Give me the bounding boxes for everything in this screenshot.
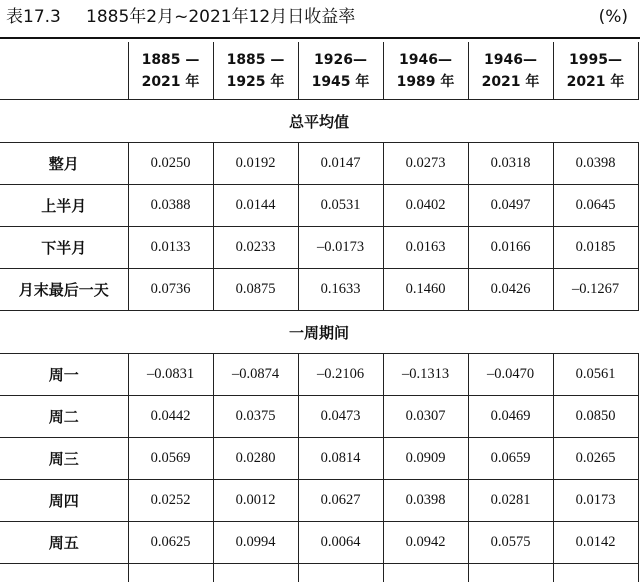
row-label: 下半月 [0,227,128,269]
value-cell: –0.0470 [468,354,553,396]
table-row [0,354,638,396]
value-cell: 0.0273 [383,143,468,185]
table-row [0,396,638,438]
value-cell: –0.0831 [128,354,213,396]
value-cell: 0.0473 [298,396,383,438]
top-rule [0,37,640,39]
table-row [0,522,638,564]
value-cell: 0.0133 [128,227,213,269]
value-cell: –0.2106 [298,354,383,396]
value-cell: 0.0398 [553,143,638,185]
row-label: 月末最后一天 [0,269,128,311]
column-header: 1946— 2021 年 [468,42,553,100]
value-cell: 0.0233 [213,227,298,269]
value-cell: 0.0575 [468,522,553,564]
value-cell: 0.0173 [553,480,638,522]
returns-table [0,42,639,582]
value-cell: 0.0736 [128,269,213,311]
value-cell: 0.0265 [553,438,638,480]
cut-off-row [0,564,638,582]
table-number: 表17.3 [6,5,61,29]
row-label: 周四 [0,480,128,522]
column-header: 1926— 1945 年 [298,42,383,100]
value-cell [553,564,638,582]
value-cell: 0.0909 [383,438,468,480]
row-label: 整月 [0,143,128,185]
value-cell: 0.0142 [553,522,638,564]
unit-label: (%) [599,5,628,29]
column-header: 1885 — 2021 年 [128,42,213,100]
value-cell [468,564,553,582]
value-cell: 0.0252 [128,480,213,522]
value-cell: 0.0281 [468,480,553,522]
value-cell: 0.0388 [128,185,213,227]
section-title: 一周期间 [0,311,638,354]
row-label: 周三 [0,438,128,480]
row-label: 上半月 [0,185,128,227]
value-cell: 0.0994 [213,522,298,564]
value-cell: 0.0627 [298,480,383,522]
value-cell: 0.0375 [213,396,298,438]
section-header-row [0,311,638,354]
value-cell: 0.0064 [298,522,383,564]
table-row [0,143,638,185]
value-cell [383,564,468,582]
value-cell: 0.1633 [298,269,383,311]
value-cell: –0.1313 [383,354,468,396]
column-header: 1885 — 1925 年 [213,42,298,100]
table-title: 1885年2月~2021年12月日收益率 [86,5,355,29]
value-cell: –0.0173 [298,227,383,269]
value-cell: 0.0144 [213,185,298,227]
row-label: 周五 [0,522,128,564]
value-cell: 0.1460 [383,269,468,311]
value-cell: 0.0875 [213,269,298,311]
value-cell [128,564,213,582]
column-header: 1946— 1989 年 [383,42,468,100]
value-cell: 0.0625 [128,522,213,564]
table-row [0,185,638,227]
table-caption [6,5,628,29]
header-blank-cell [0,42,128,100]
value-cell: –0.1267 [553,269,638,311]
section-header-row [0,100,638,143]
value-cell [298,564,383,582]
value-cell: 0.0147 [298,143,383,185]
value-cell: 0.0645 [553,185,638,227]
header-row [0,42,638,100]
table-row [0,438,638,480]
value-cell: –0.0874 [213,354,298,396]
value-cell: 0.0166 [468,227,553,269]
value-cell: 0.0192 [213,143,298,185]
value-cell [213,564,298,582]
value-cell: 0.0569 [128,438,213,480]
table-row [0,480,638,522]
value-cell: 0.0012 [213,480,298,522]
value-cell: 0.0497 [468,185,553,227]
table-row [0,269,638,311]
value-cell: 0.0469 [468,396,553,438]
value-cell: 0.0561 [553,354,638,396]
value-cell: 0.0402 [383,185,468,227]
value-cell: 0.0531 [298,185,383,227]
value-cell: 0.0442 [128,396,213,438]
value-cell: 0.0942 [383,522,468,564]
value-cell: 0.0398 [383,480,468,522]
row-label: 周一 [0,354,128,396]
column-header: 1995— 2021 年 [553,42,638,100]
value-cell: 0.0280 [213,438,298,480]
value-cell: 0.0850 [553,396,638,438]
value-cell: 0.0163 [383,227,468,269]
section-title: 总平均值 [0,100,638,143]
value-cell: 0.0814 [298,438,383,480]
row-label [0,564,128,582]
value-cell: 0.0318 [468,143,553,185]
value-cell: 0.0659 [468,438,553,480]
table-row [0,227,638,269]
value-cell: 0.0185 [553,227,638,269]
value-cell: 0.0426 [468,269,553,311]
row-label: 周二 [0,396,128,438]
value-cell: 0.0250 [128,143,213,185]
value-cell: 0.0307 [383,396,468,438]
